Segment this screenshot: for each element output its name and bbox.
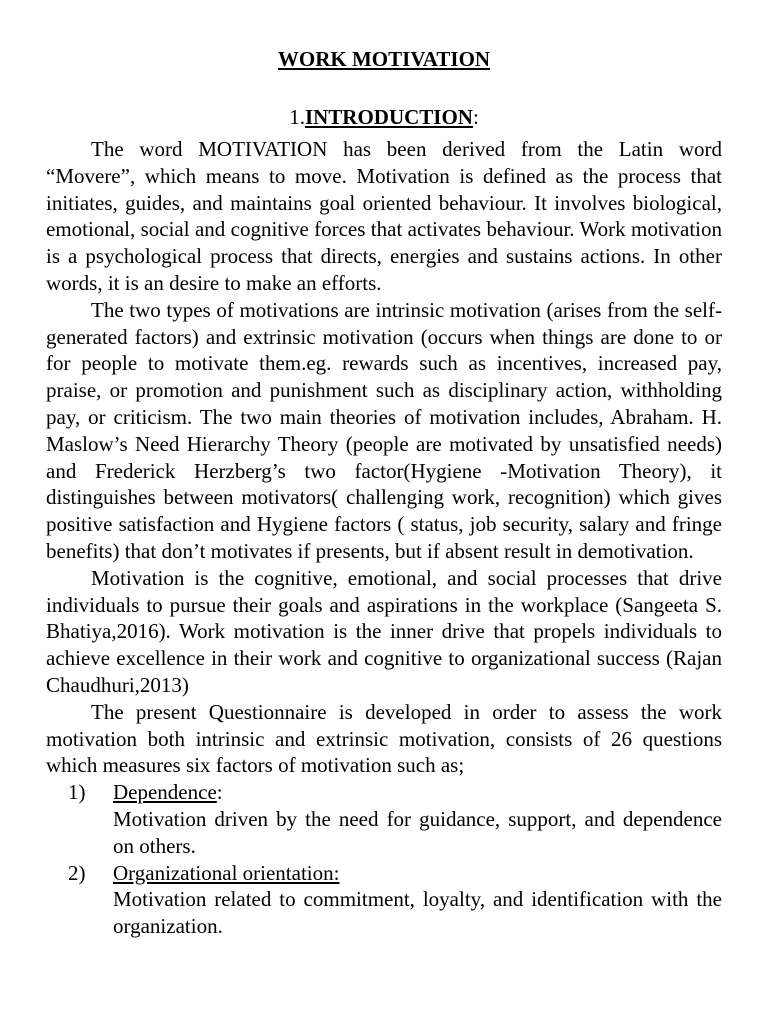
factor-list-item (46, 779, 722, 859)
section-heading-label: INTRODUCTION (304, 105, 473, 129)
paragraph-types-of-motivation: The two types of motivations are intrinsic motivation (arises from the self-generated factors) and extrinsic motivation (occurs when things are done to or for people to motivate them.eg. rewards such as incentives, increased pay, praise, or promotion and punishment such as disciplinary action, withholding pay, or criticism. The two main theories of motivation includes, Abraham. H. Maslow’s Need Hierarchy Theory (people are motivated by unsatisfied needs) and Frederick Herzberg’s two factor(Hygiene -Motivation Theory), it distinguishes between motivators( challenging work, recognition) which gives positive satisfaction and Hygiene factors ( status, job security, salary and fringe benefits) that don’t motivates if presents, but if absent result in demotivation. (46, 297, 722, 563)
factor-number: 2) (68, 860, 86, 885)
factor-title: Dependence (113, 780, 217, 805)
factor-description: Motivation related to commitment, loyalty, and identification with the organization. (113, 887, 722, 939)
section-heading (46, 102, 722, 132)
document-title: WORK MOTIVATION (277, 47, 491, 71)
paragraph-definitions: Motivation is the cognitive, emotional, and social processes that drive individuals to pursue their goals and aspirations in the workplace (Sangeeta S. Bhatiya,2016). Work motivation is the inner drive that propels individuals to achieve excellence in their work and cognitive to organizational success (Rajan Chaudhuri,2013) (46, 565, 722, 697)
factor-title: Organizational orientation: (113, 860, 340, 885)
paragraph-etymology: The word MOTIVATION has been derived from the Latin word “Movere”, which means to move. Motivation is defined as the process that initiates, guides, and maintains goal oriented behaviour. It involves biological, emotional, social and cognitive forces that activates behaviour. Work motivation is a psychological process that directs, energies and sustains actions. In other words, it is an desire to make an efforts. (46, 137, 722, 295)
factor-heading (113, 860, 722, 887)
factor-number: 1) (68, 780, 86, 805)
factor-list (46, 779, 722, 940)
factor-heading (113, 779, 722, 806)
factor-title-suffix: : (216, 780, 223, 805)
factor-list-item (46, 860, 722, 940)
paragraph-questionnaire: The present Questionnaire is developed in order to assess the work motivation both intrinsic and extrinsic motivation, consists of 26 questions which measures six factors of motivation such as; (46, 699, 722, 778)
factor-description: Motivation driven by the need for guidance, support, and dependence on others. (113, 806, 722, 858)
section-heading-colon: : (472, 105, 479, 129)
section-number: 1. (289, 105, 305, 129)
